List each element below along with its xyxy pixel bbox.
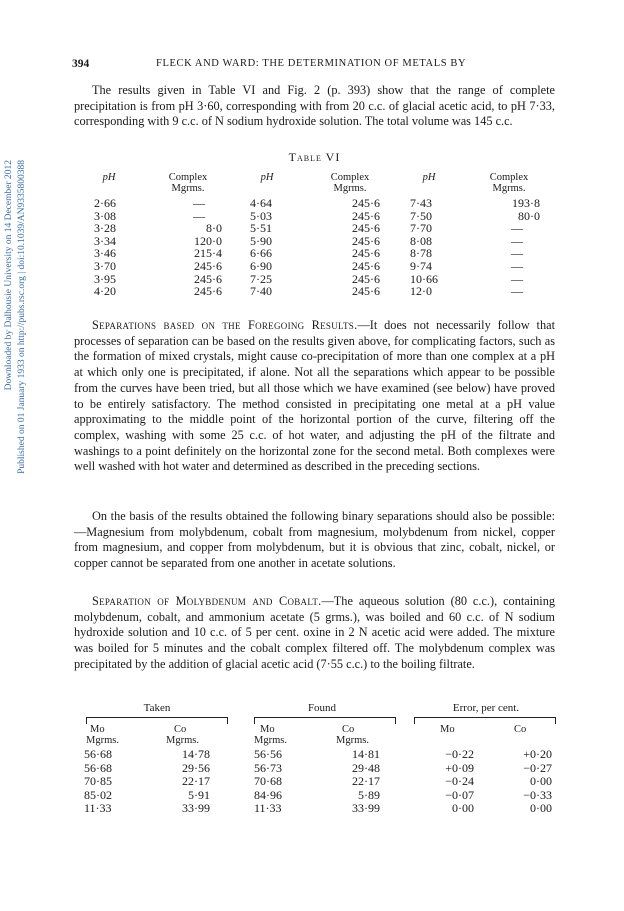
- table-vi-ph-cell: 9·74: [410, 259, 432, 273]
- mo-co-table-cell: 29·56: [182, 760, 210, 775]
- table-vi-ph-cell: 7·70: [410, 221, 432, 236]
- table-vi-ph-cell: 3·95: [94, 271, 116, 286]
- mo-co-table-cell: 11·33: [84, 801, 112, 815]
- table-vi-ph-cell: 2·66: [94, 196, 116, 210]
- mo-co-table-cell: −0·07: [445, 787, 474, 802]
- mo-co-table-cell: +0·20: [523, 747, 552, 761]
- table-vi-ph-cell: 3·08: [94, 208, 116, 223]
- table-vi-complex-cell: 193·8: [512, 196, 540, 210]
- table-vi-ph-cell: 10·66: [410, 271, 438, 286]
- mo-co-heading: Separation of Molybdenum and Cobalt.: [92, 594, 322, 608]
- unit-mo-taken: Mgrms.: [86, 735, 119, 746]
- page-number: 394: [72, 58, 90, 70]
- mo-co-table-cell: 70·85: [84, 774, 112, 788]
- table-vi-complex-cell: —: [511, 246, 523, 261]
- sub-co-found: Co: [342, 724, 355, 735]
- table-vi-complex-cell: 245·6: [194, 259, 222, 273]
- table-vi-complex-cell: —: [511, 221, 523, 236]
- mo-co-table-cell: 0·00: [452, 801, 474, 815]
- mo-co-table-cell: 22·17: [182, 774, 210, 788]
- mo-co-paragraph: [74, 594, 555, 673]
- col-header-ph-3: pH: [422, 172, 436, 183]
- col-header-complex-3: Complex Mgrms.: [489, 172, 529, 194]
- table-vi-caption: Table VI: [288, 150, 341, 164]
- table-vi-ph-cell: 3·34: [94, 233, 116, 248]
- table-vi: [74, 170, 555, 310]
- col-header-ph-1: pH: [102, 172, 116, 183]
- table-vi-complex-cell: —: [193, 196, 205, 210]
- table-vi-ph-cell: 7·25: [250, 271, 272, 286]
- separations-text: —It does not necessarily follow that processes of separation can be based on the results given above, for complicating factors, such as the formation of mixed crystals, might cause co-precipitation of more than one complex at a pH at which only one is precipitated, if alone. Not all the separations which appear to be possible from the curves have been tried, but all those which we have examined (see below) have proved to be entirely satisfactory. The method consisted in precipitating one metal at a pH value approximating to the middle point of the horizontal portion of the curve, filtering off the complex, washing with some 25 c.c. of hot water, and adjusting the pH of the filtrate and washings to a point definitely on the horizontal zone for the second metal. Both complexes were well washed with hot water and determined as described in the preceding sections.: [74, 318, 555, 474]
- table-vi-complex-cell: 80·0: [518, 208, 540, 223]
- mo-co-table-cell: 14·81: [352, 747, 380, 761]
- unit-co-taken: Mgrms.: [166, 735, 199, 746]
- table-vi-ph-cell: 5·03: [250, 208, 272, 223]
- table-vi-complex-cell: 120·0: [194, 233, 222, 248]
- mo-co-table-cell: 11·33: [254, 801, 282, 815]
- table-vi-ph-cell: 8·08: [410, 233, 432, 248]
- mo-co-table-cell: 56·68: [84, 747, 112, 761]
- running-title: FLECK AND WARD: THE DETERMINATION OF METALS BY: [156, 58, 467, 69]
- mo-co-table-cell: 33·99: [352, 801, 380, 815]
- mo-co-table-cell: 5·89: [358, 787, 380, 802]
- table-vi-complex-cell: 245·6: [352, 246, 380, 261]
- table-vi-ph-cell: 5·90: [250, 233, 272, 248]
- sub-mo-error: Mo: [440, 724, 455, 735]
- unit-co-found: Mgrms.: [336, 735, 369, 746]
- sub-co-taken: Co: [174, 724, 187, 735]
- table-vi-complex-cell: —: [193, 208, 205, 223]
- mo-co-table-cell: 29·48: [352, 760, 380, 775]
- mo-co-table-cell: +0·09: [445, 760, 474, 775]
- mo-co-table-cell: 22·17: [352, 774, 380, 788]
- group-found: Found: [307, 702, 337, 714]
- table-vi-complex-cell: 245·6: [352, 284, 380, 299]
- mo-co-table-cell: −0·22: [445, 747, 474, 761]
- group-error: Error, per cent.: [452, 702, 520, 714]
- download-notice[interactable]: Downloaded by Dalhousie University on 14 December 2012: [4, 160, 14, 391]
- unit-mo-found: Mgrms.: [254, 735, 287, 746]
- mo-co-table-cell: 85·02: [84, 787, 112, 802]
- table-vi-ph-cell: 7·50: [410, 208, 432, 223]
- col-header-complex-1: Complex Mgrms.: [168, 172, 208, 194]
- col-header-complex-2: Complex Mgrms.: [330, 172, 370, 194]
- table-vi-ph-cell: 8·78: [410, 246, 432, 261]
- table-vi-complex-cell: —: [511, 284, 523, 299]
- mo-co-table-cell: 5·91: [188, 787, 210, 802]
- table-vi-complex-cell: —: [511, 259, 523, 273]
- table-vi-ph-cell: 3·28: [94, 221, 116, 236]
- table-vi-ph-cell: 3·46: [94, 246, 116, 261]
- table-vi-ph-cell: 4·64: [250, 196, 272, 210]
- mo-co-table-cell: −0·27: [523, 760, 552, 775]
- brace-found: [254, 717, 396, 724]
- mo-co-table-cell: 33·99: [182, 801, 210, 815]
- table-vi-complex-cell: —: [511, 233, 523, 248]
- publication-notice[interactable]: Published on 01 January 1933 on http://pubs.rsc.org | doi:10.1039/AN9335800388: [17, 160, 27, 474]
- mo-co-table-cell: 0·00: [530, 801, 552, 815]
- table-vi-ph-cell: 3·70: [94, 259, 116, 273]
- separations-heading: Separations based on the Foregoing Results.: [92, 318, 358, 332]
- col-header-ph-2: pH: [260, 172, 274, 183]
- sub-mo-taken: Mo: [90, 724, 105, 735]
- table-vi-complex-cell: 245·6: [352, 259, 380, 273]
- table-vi-ph-cell: 7·40: [250, 284, 272, 299]
- table-vi-ph-cell: 6·90: [250, 259, 272, 273]
- mo-co-table-cell: 0·00: [530, 774, 552, 788]
- mo-co-table-cell: 84·96: [254, 787, 282, 802]
- mo-co-table-cell: 56·56: [254, 747, 282, 761]
- table-vi-complex-cell: 8·0: [206, 221, 222, 236]
- brace-error: [414, 717, 556, 724]
- table-vi-complex-cell: —: [511, 271, 523, 286]
- sub-co-error: Co: [514, 724, 527, 735]
- group-taken: Taken: [143, 702, 171, 714]
- table-vi-complex-cell: 245·6: [194, 284, 222, 299]
- table-vi-ph-cell: 5·51: [250, 221, 272, 236]
- table-vi-ph-cell: 6·66: [250, 246, 272, 261]
- mo-co-table-cell: 70·68: [254, 774, 282, 788]
- table-vi-ph-cell: 7·43: [410, 196, 432, 210]
- download-watermark: [4, 160, 44, 590]
- separations-paragraph: [74, 318, 555, 475]
- table-vi-complex-cell: 245·6: [352, 233, 380, 248]
- mo-co-text: —The aqueous solution (80 c.c.), containing molybdenum, cobalt, and ammonium acetate (5 grms.), was boiled and 60 c.c. of N sodium hydroxide solution and 10 c.c. of 5 per cent. oxine in 2 N acetic acid were added. The mixture was boiled for 5 minutes and the cobalt complex filtered off. The molybdenum complex was precipitated by the addition of glacial acetic acid (7·55 c.c.) to the boiling filtrate.: [74, 594, 555, 671]
- mo-co-table-cell: 14·78: [182, 747, 210, 761]
- mo-co-table-cell: −0·33: [523, 787, 552, 802]
- table-vi-complex-cell: 245·6: [194, 271, 222, 286]
- table-vi-ph-cell: 4·20: [94, 284, 116, 299]
- brace-taken: [86, 717, 228, 724]
- table-vi-complex-cell: 245·6: [352, 208, 380, 223]
- mo-co-table-cell: 56·68: [84, 760, 112, 775]
- table-vi-complex-cell: 245·6: [352, 271, 380, 286]
- table-vi-complex-cell: 245·6: [352, 196, 380, 210]
- mo-co-results-table: [74, 702, 555, 815]
- table-vi-complex-cell: 215·4: [194, 246, 222, 261]
- table-vi-complex-cell: 245·6: [352, 221, 380, 236]
- intro-paragraph: The results given in Table VI and Fig. 2 (p. 393) show that the range of complete precipitation is from pH 3·60, corresponding with from 20 c.c. of glacial acetic acid, to pH 7·33, corresponding with 9 c.c. of N sodium hydroxide solution. The total volume was 145 c.c.: [74, 83, 555, 129]
- table-vi-ph-cell: 12·0: [410, 284, 432, 299]
- sub-mo-found: Mo: [260, 724, 275, 735]
- mo-co-table-cell: −0·24: [445, 774, 474, 788]
- mo-co-table-cell: 56·73: [254, 760, 282, 775]
- running-header: [72, 58, 562, 74]
- binary-separations-paragraph: On the basis of the results obtained the following binary separations should also be possible:—Magnesium from molybdenum, cobalt from magnesium, molybdenum from nickel, copper from magnesium, and copper from molybdenum, but it is obvious that zinc, cobalt, nickel, or copper cannot be separated from one another in acetate solutions.: [74, 509, 555, 571]
